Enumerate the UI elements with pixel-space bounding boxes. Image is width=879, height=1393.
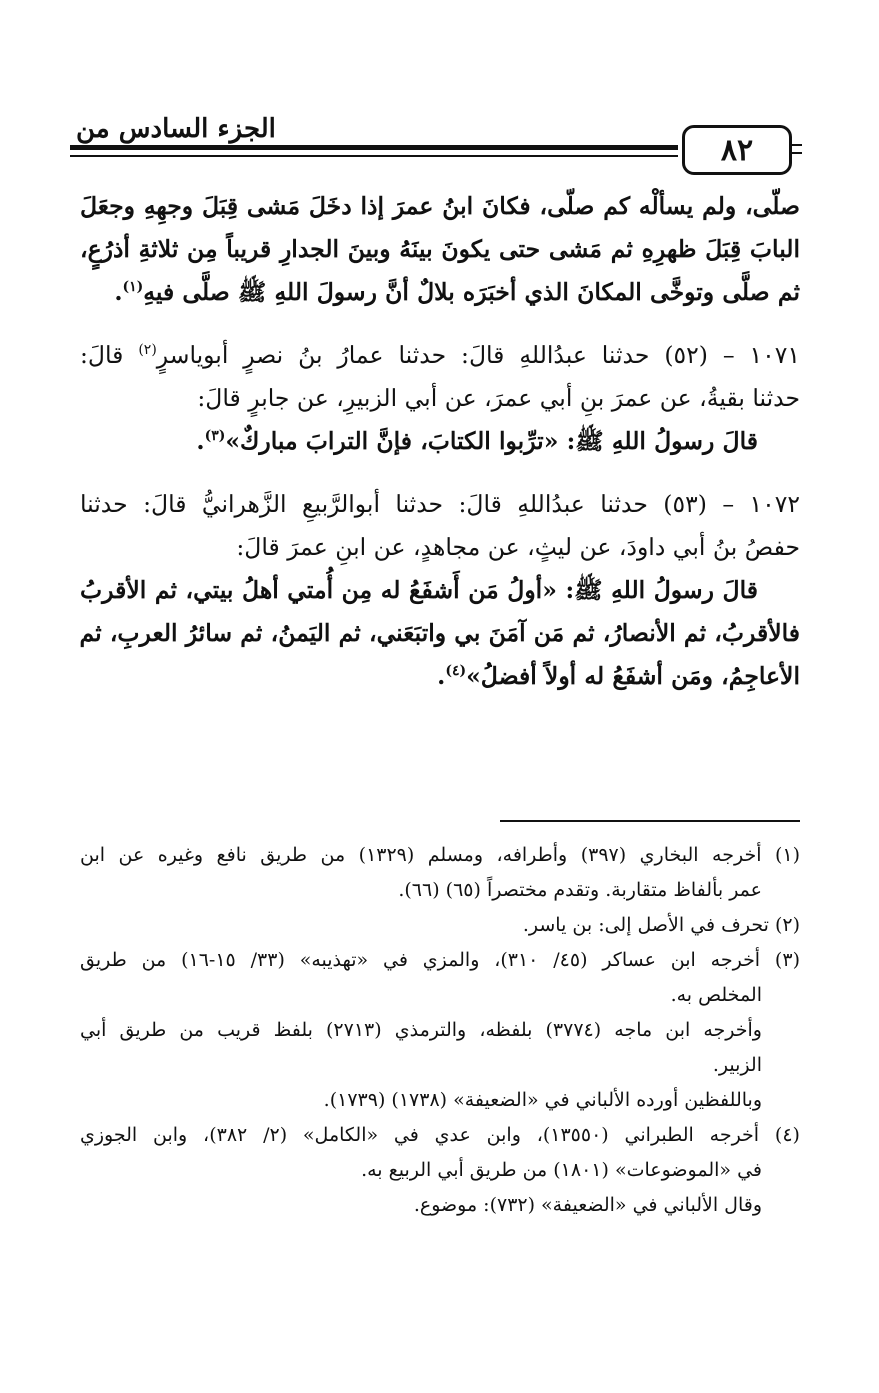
footnote-ref: (٢) xyxy=(138,342,157,359)
footnote-4-cont: وقال الألباني في «الضعيفة» (٧٣٢): موضوع. xyxy=(413,1194,762,1216)
footnote-4: (٤) أخرجه الطبراني (١٣٥٥٠)، وابن عدي في «الكامل» (٢/ ٣٨٢)، وابن الجوزي xyxy=(80,1124,800,1146)
footnote-1-cont: عمر بألفاظ متقاربة. وتقدم مختصراً (٦٥) (٦٦). xyxy=(398,879,762,901)
header-rule-thick xyxy=(70,145,678,150)
hadith-1072-line: حفصُ بنُ أبي داودَ، عن ليثٍ، عن مجاهدٍ، عن ابنِ عمرَ قالَ: xyxy=(236,533,800,561)
footnote-ref: (١) xyxy=(122,279,144,296)
footnote-ref: (٤) xyxy=(445,663,467,680)
hadith-1071-text: ١٠٧١ – (٥٢) حدثنا عبدُاللهِ قالَ: حدثنا عمارُ بنُ نصرٍ أبوياسرٍ xyxy=(156,341,801,369)
punctuation: . xyxy=(437,662,446,690)
footnote-3-cont: وباللفظين أورده الألباني في «الضعيفة» (١٧٣٨) (١٧٣٩). xyxy=(323,1089,762,1111)
hadith-1072-line: ١٠٧٢ – (٥٣) حدثنا عبدُاللهِ قالَ: حدثنا أبوالرَّبيعِ الزَّهرانيُّ قالَ: حدثنا xyxy=(80,490,800,518)
hadith-1072-matn xyxy=(80,655,800,698)
main-text xyxy=(80,185,800,698)
hadith-1071-text-end: قالَ: xyxy=(80,341,139,369)
page-header xyxy=(70,100,795,180)
footnote-3-cont: وأخرجه ابن ماجه (٣٧٧٤) بلفظه، والترمذي (٢٧١٣) بلفظ قريب من طريق أبي xyxy=(80,1019,762,1041)
page-number-frame xyxy=(682,125,792,175)
hadith-1071-matn-text: قالَ رسولُ اللهِ ﷺ: «ترِّبوا الكتابَ، فإنَّ الترابَ مباركٌ» xyxy=(225,427,758,455)
punctuation: . xyxy=(114,278,123,306)
hadith-1072-matn: قالَ رسولُ اللهِ ﷺ: «أولُ مَن أَشفَعُ له مِن أُمتي أهلُ بيتي، ثم الأقربُ xyxy=(80,576,758,604)
hadith-1071-line xyxy=(80,334,800,377)
footnotes xyxy=(80,838,800,1223)
footnote-3-cont: المخلص به. xyxy=(670,984,762,1006)
body-line: البابَ قِبَلَ ظهرِهِ ثم مَشى حتى يكونَ بينَهُ وبينَ الجدارِ قريباً مِن ثلاثةِ أذرُعٍ، xyxy=(80,235,800,263)
page-number-frame-ornament xyxy=(792,144,802,154)
footnote-2: (٢) تحرف في الأصل إلى: بن ياسر. xyxy=(522,914,800,936)
running-title: الجزء السادس من xyxy=(76,114,276,144)
hadith-1071-matn xyxy=(80,420,800,463)
footnote-1: (١) أخرجه البخاري (٣٩٧) وأطرافه، ومسلم (١٣٢٩) من طريق نافع وغيره عن ابن xyxy=(80,844,801,866)
footnote-3-cont: الزبير. xyxy=(712,1054,762,1076)
page-number: ٨٢ xyxy=(720,132,754,168)
footnote-ref: (٣) xyxy=(204,428,226,445)
punctuation: . xyxy=(196,427,205,455)
hadith-1071-line: حدثنا بقيةُ، عن عمرَ بنِ أبي عمرَ، عن أبي الزبيرِ، عن جابرٍ قالَ: xyxy=(197,384,800,412)
body-line: صلّى، ولم يسألْه كم صلّى، فكانَ ابنُ عمرَ إذا دخَلَ مَشى قِبَلَ وجهِهِ وجعَلَ xyxy=(80,192,800,220)
body-line-text: ثم صلَّى وتوخَّى المكانَ الذي أخبَرَه بلالٌ أنَّ رسولَ اللهِ ﷺ صلَّى فيهِ xyxy=(143,278,800,306)
body-line xyxy=(80,271,800,314)
hadith-1072-matn: فالأقربُ، ثم الأنصارُ، ثم مَن آمَنَ بي واتبَعَني، ثم اليَمنُ، ثم سائرُ العربِ، ثم xyxy=(79,619,800,647)
hadith-1072-matn-text: الأعاجِمُ، ومَن أشفَعُ له أولاً أفضلُ» xyxy=(466,662,800,690)
header-rule-thin xyxy=(70,155,678,157)
footnote-separator xyxy=(500,820,800,822)
footnote-4-cont: في «الموضوعات» (١٨٠١) من طريق أبي الربيع به. xyxy=(361,1159,762,1181)
footnote-3: (٣) أخرجه ابن عساكر (٤٥/ ٣١٠)، والمزي في «تهذيبه» (٣٣/ ١٥-١٦) من طريق xyxy=(80,949,800,971)
